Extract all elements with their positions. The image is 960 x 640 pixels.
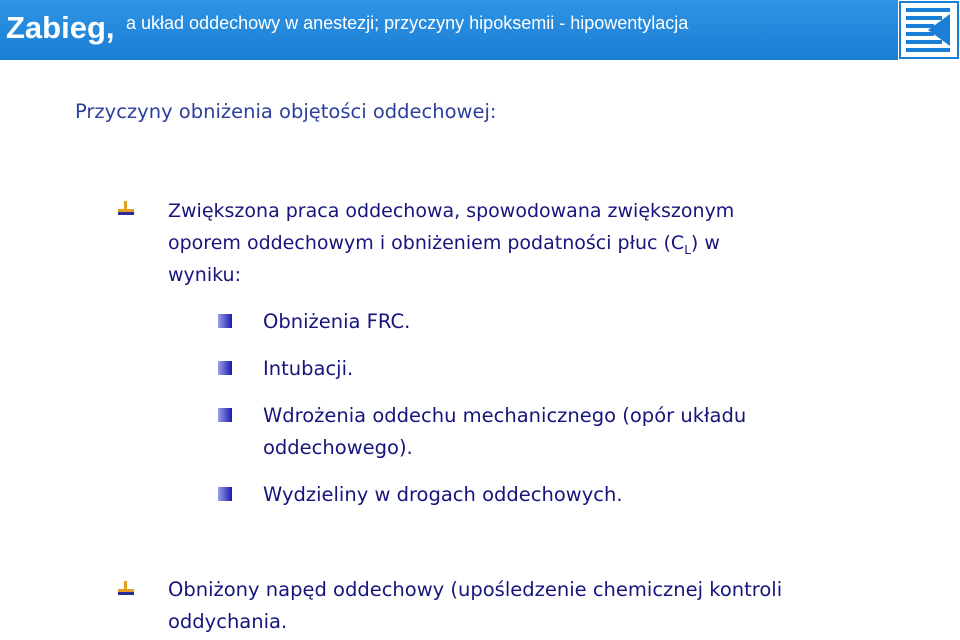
bullet-icon (118, 201, 134, 217)
bullet2-line1: Obniżony napęd oddechowy (upośledzenie chemicznej kontroli (168, 578, 783, 601)
sub-item: Intubacji. (263, 357, 354, 380)
bullet2-line2: oddychania. (168, 610, 288, 633)
title-bar (0, 0, 898, 60)
logo-icon (898, 0, 960, 60)
slide-title: Zabieg, (6, 10, 115, 45)
subscript-l: L (684, 242, 691, 257)
bullet1-line2-b: ) w (690, 232, 720, 254)
bullet1-line2-a: oporem oddechowym i obniżeniem podatności płuc (C (168, 232, 685, 254)
square-bullet-icon (218, 486, 232, 500)
sub-item: Obniżenia FRC. (263, 310, 411, 333)
section-heading: Przyczyny obniżenia objętości oddechowej: (75, 100, 497, 123)
bullet1-line3: wyniku: (168, 264, 241, 286)
bullet1-line2 (168, 232, 720, 257)
square-bullet-icon (218, 313, 232, 327)
bullet1-line1: Zwiększona praca oddechowa, spowodowana zwiększonym (168, 200, 735, 222)
sub-item: Wdrożenia oddechu mechanicznego (opór układu (263, 404, 747, 427)
square-bullet-icon (218, 407, 232, 421)
sub-item-continuation: oddechowego). (263, 436, 413, 459)
slide-subtitle: a układ oddechowy w anestezji; przyczyny hipoksemii - hipowentylacja (126, 13, 689, 33)
square-bullet-icon (218, 360, 232, 374)
bullet-icon (118, 581, 134, 597)
sub-item: Wydzieliny w drogach oddechowych. (263, 483, 623, 506)
